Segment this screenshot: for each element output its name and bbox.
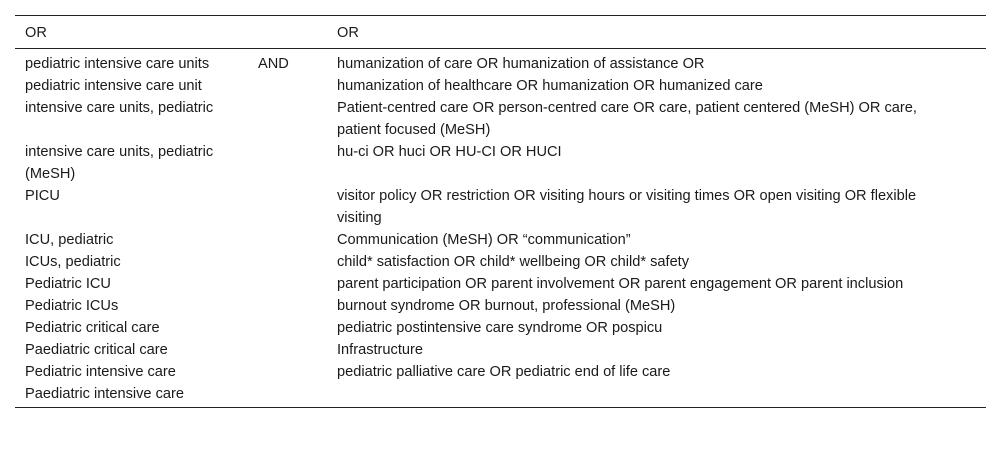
cell-col-3: humanization of care OR humanization of assistance OR — [337, 56, 705, 72]
cell-col-1: ICUs, pediatric — [25, 254, 121, 270]
cell-col-1: intensive care units, pediatric — [25, 100, 214, 116]
search-terms-table — [15, 15, 986, 408]
cell-col-1: Pediatric intensive care — [25, 364, 176, 380]
cell-col-3: Infrastructure — [337, 342, 423, 358]
table-row — [15, 97, 986, 141]
cell-col-1: pediatric intensive care unit — [25, 78, 202, 94]
cell-col-3: pediatric postintensive care syndrome OR pospicu — [337, 320, 663, 336]
table-row — [15, 273, 986, 295]
cell-col-1: intensive care units, pediatric (MeSH) — [25, 144, 214, 182]
cell-col-2 — [258, 75, 337, 97]
cell-col-3: humanization of healthcare OR humanization OR humanized care — [337, 78, 763, 94]
cell-col-2 — [258, 97, 337, 141]
cell-col-2 — [258, 229, 337, 251]
table-row — [15, 229, 986, 251]
cell-col-1: Pediatric ICUs — [25, 298, 119, 314]
cell-col-1: Pediatric critical care — [25, 320, 160, 336]
table-row — [15, 141, 986, 185]
cell-col-2: AND — [258, 56, 289, 72]
table-row — [15, 317, 986, 339]
cell-col-1: Pediatric ICU — [25, 276, 111, 292]
table-row — [15, 361, 986, 383]
cell-col-3: burnout syndrome OR burnout, professional (MeSH) — [337, 298, 676, 314]
cell-col-2 — [258, 251, 337, 273]
cell-col-1: pediatric intensive care units — [25, 56, 210, 72]
cell-col-2 — [258, 185, 337, 229]
header-row — [15, 16, 986, 49]
table-row — [15, 383, 986, 408]
cell-col-1: PICU — [25, 188, 60, 204]
cell-col-3: visitor policy OR restriction OR visiting hours or visiting times OR open visiting OR flexible visiting — [337, 188, 917, 226]
cell-col-3: pediatric palliative care OR pediatric end of life care — [337, 364, 671, 380]
cell-col-3: hu-ci OR huci OR HU-CI OR HUCI — [337, 144, 562, 160]
cell-col-3: Communication (MeSH) OR “communication” — [337, 232, 631, 248]
table-header — [15, 16, 986, 49]
header-col-1: OR — [25, 25, 47, 41]
cell-col-2 — [258, 295, 337, 317]
table-row — [15, 75, 986, 97]
cell-col-3 — [337, 383, 986, 408]
cell-col-2 — [258, 141, 337, 185]
table-row — [15, 185, 986, 229]
cell-col-2 — [258, 339, 337, 361]
cell-col-3: parent participation OR parent involvement OR parent engagement OR parent inclusion — [337, 276, 904, 292]
cell-col-3: child* satisfaction OR child* wellbeing OR child* safety — [337, 254, 690, 270]
table-row — [15, 295, 986, 317]
cell-col-1: Paediatric critical care — [25, 342, 168, 358]
table-row — [15, 49, 986, 76]
cell-col-1: Paediatric intensive care — [25, 386, 184, 402]
table-row — [15, 339, 986, 361]
cell-col-2 — [258, 273, 337, 295]
cell-col-2 — [258, 317, 337, 339]
cell-col-3: Patient-centred care OR person-centred care OR care, patient centered (MeSH) OR care, patient focused (MeSH) — [337, 100, 917, 138]
cell-col-2 — [258, 361, 337, 383]
table-body — [15, 49, 986, 408]
cell-col-1: ICU, pediatric — [25, 232, 114, 248]
header-col-2 — [258, 16, 337, 49]
cell-col-2 — [258, 383, 337, 408]
table-row — [15, 251, 986, 273]
header-col-3: OR — [337, 25, 359, 41]
